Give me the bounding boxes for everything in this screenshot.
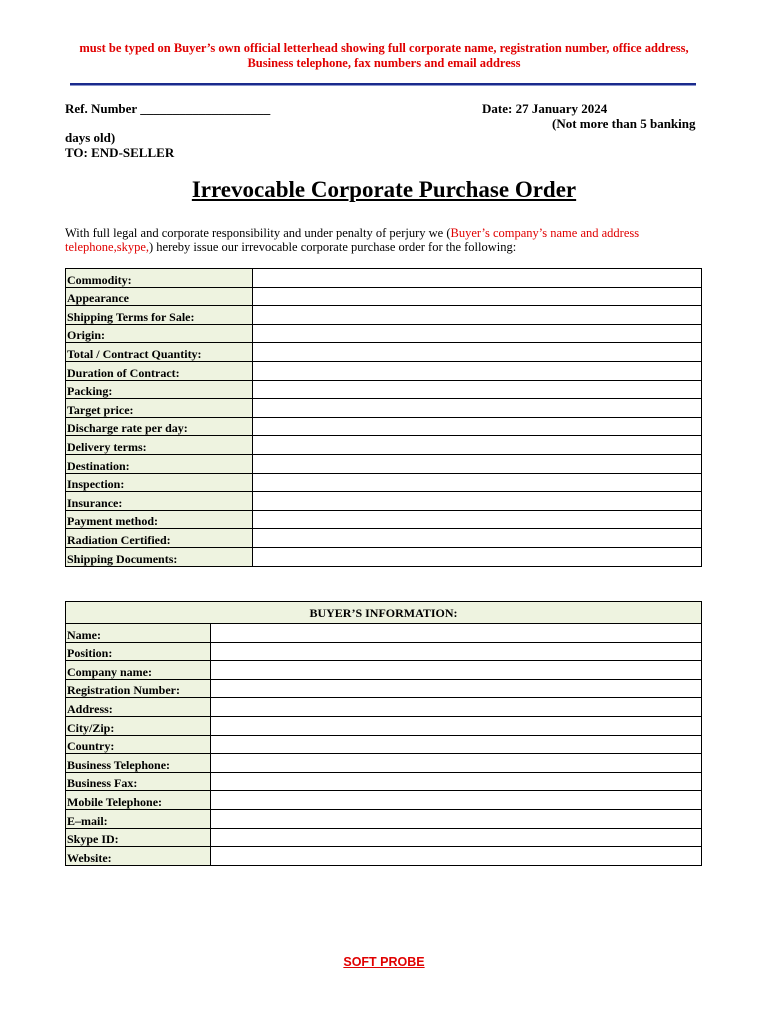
field-value-cell[interactable] [253, 529, 702, 548]
field-label: Mobile Telephone: [66, 791, 211, 810]
field-value-cell[interactable] [253, 436, 702, 455]
order-field-row [66, 529, 702, 548]
buyer-field-row [66, 809, 702, 828]
field-value-cell[interactable] [211, 661, 702, 680]
field-label: Skype ID: [66, 828, 211, 847]
order-field-row [66, 343, 702, 362]
buyer-field-row [66, 754, 702, 773]
field-label: Website: [66, 847, 211, 866]
intro-paragraph [65, 226, 705, 254]
field-label: Packing: [66, 380, 253, 399]
field-label: City/Zip: [66, 716, 211, 735]
field-value-cell[interactable] [211, 772, 702, 791]
field-label: Discharge rate per day: [66, 417, 253, 436]
intro-highlight: Buyer’s company’s name and address telephone,skype, [65, 226, 640, 254]
order-field-row [66, 269, 702, 288]
order-field-row [66, 436, 702, 455]
field-label: Target price: [66, 399, 253, 418]
buyer-field-row [66, 642, 702, 661]
letterhead-notice-line1: must be typed on Buyer’s own official letterhead showing full corporate name, registration number, office address, [79, 41, 689, 55]
field-value-cell[interactable] [211, 624, 702, 643]
buyer-field-row [66, 791, 702, 810]
field-label: Shipping Documents: [66, 547, 253, 566]
field-value-cell[interactable] [211, 847, 702, 866]
field-value-cell[interactable] [253, 361, 702, 380]
ref-number: Ref. Number ____________________ [65, 101, 271, 116]
letterhead-notice-line2: Business telephone, fax numbers and email address [247, 56, 521, 70]
field-value-cell[interactable] [253, 343, 702, 362]
field-label: Total / Contract Quantity: [66, 343, 253, 362]
field-label: Origin: [66, 324, 253, 343]
field-value-cell[interactable] [253, 510, 702, 529]
field-value-cell[interactable] [211, 716, 702, 735]
field-label: Position: [66, 642, 211, 661]
footer-label: SOFT PROBE [343, 955, 425, 969]
field-value-cell[interactable] [253, 473, 702, 492]
order-field-row [66, 473, 702, 492]
field-value-cell[interactable] [253, 547, 702, 566]
field-label: Destination: [66, 454, 253, 473]
buyer-info-heading: BUYER’S INFORMATION: [66, 602, 702, 624]
field-value-cell[interactable] [253, 306, 702, 325]
field-value-cell[interactable] [253, 417, 702, 436]
order-field-row [66, 417, 702, 436]
order-field-row [66, 306, 702, 325]
field-label: E–mail: [66, 809, 211, 828]
field-value-cell[interactable] [253, 380, 702, 399]
field-value-cell[interactable] [211, 791, 702, 810]
field-label: Duration of Contract: [66, 361, 253, 380]
buyer-field-row [66, 661, 702, 680]
field-value-cell[interactable] [211, 828, 702, 847]
field-label: Commodity: [66, 269, 253, 288]
order-field-row [66, 510, 702, 529]
field-label: Payment method: [66, 510, 253, 529]
field-label: Country: [66, 735, 211, 754]
days-old-note: days old) [65, 130, 116, 145]
field-value-cell[interactable] [253, 399, 702, 418]
intro-text-after: ) hereby issue our irrevocable corporate purchase order for the following: [149, 240, 517, 254]
field-value-cell[interactable] [211, 754, 702, 773]
field-label: Inspection: [66, 473, 253, 492]
buyer-field-row [66, 735, 702, 754]
field-label: Shipping Terms for Sale: [66, 306, 253, 325]
field-value-cell[interactable] [253, 454, 702, 473]
intro-text-before: With full legal and corporate responsibility and under penalty of perjury we ( [65, 226, 451, 240]
field-label: Company name: [66, 661, 211, 680]
order-field-row [66, 399, 702, 418]
field-value-cell[interactable] [253, 287, 702, 306]
field-value-cell[interactable] [211, 809, 702, 828]
field-label: Insurance: [66, 492, 253, 511]
buyer-info-header-row [66, 602, 702, 624]
buyer-field-row [66, 847, 702, 866]
buyer-field-row [66, 716, 702, 735]
field-value-cell[interactable] [211, 679, 702, 698]
order-field-row [66, 547, 702, 566]
order-date: Date: 27 January 2024 [482, 101, 608, 116]
field-value-cell[interactable] [253, 269, 702, 288]
field-value-cell[interactable] [253, 492, 702, 511]
buyer-field-row [66, 624, 702, 643]
buyer-field-row [66, 772, 702, 791]
buyer-field-row [66, 679, 702, 698]
field-value-cell[interactable] [253, 324, 702, 343]
field-value-cell[interactable] [211, 735, 702, 754]
buyer-field-row [66, 698, 702, 717]
order-details-table [65, 268, 702, 567]
field-label: Business Telephone: [66, 754, 211, 773]
field-value-cell[interactable] [211, 642, 702, 661]
header-divider [70, 83, 696, 86]
buyer-info-table [65, 601, 702, 866]
order-field-row [66, 324, 702, 343]
order-field-row [66, 361, 702, 380]
field-label: Delivery terms: [66, 436, 253, 455]
recipient-line: TO: END-SELLER [65, 145, 175, 160]
field-label: Appearance [66, 287, 253, 306]
field-label: Name: [66, 624, 211, 643]
buyer-field-row [66, 828, 702, 847]
order-field-row [66, 454, 702, 473]
banking-note: (Not more than 5 banking [552, 116, 696, 131]
field-label: Registration Number: [66, 679, 211, 698]
order-field-row [66, 287, 702, 306]
field-label: Address: [66, 698, 211, 717]
letterhead-notice [40, 41, 728, 71]
field-label: Radiation Certified: [66, 529, 253, 548]
field-label: Business Fax: [66, 772, 211, 791]
field-value-cell[interactable] [211, 698, 702, 717]
order-field-row [66, 380, 702, 399]
order-field-row [66, 492, 702, 511]
page-title: Irrevocable Corporate Purchase Order [191, 177, 577, 202]
